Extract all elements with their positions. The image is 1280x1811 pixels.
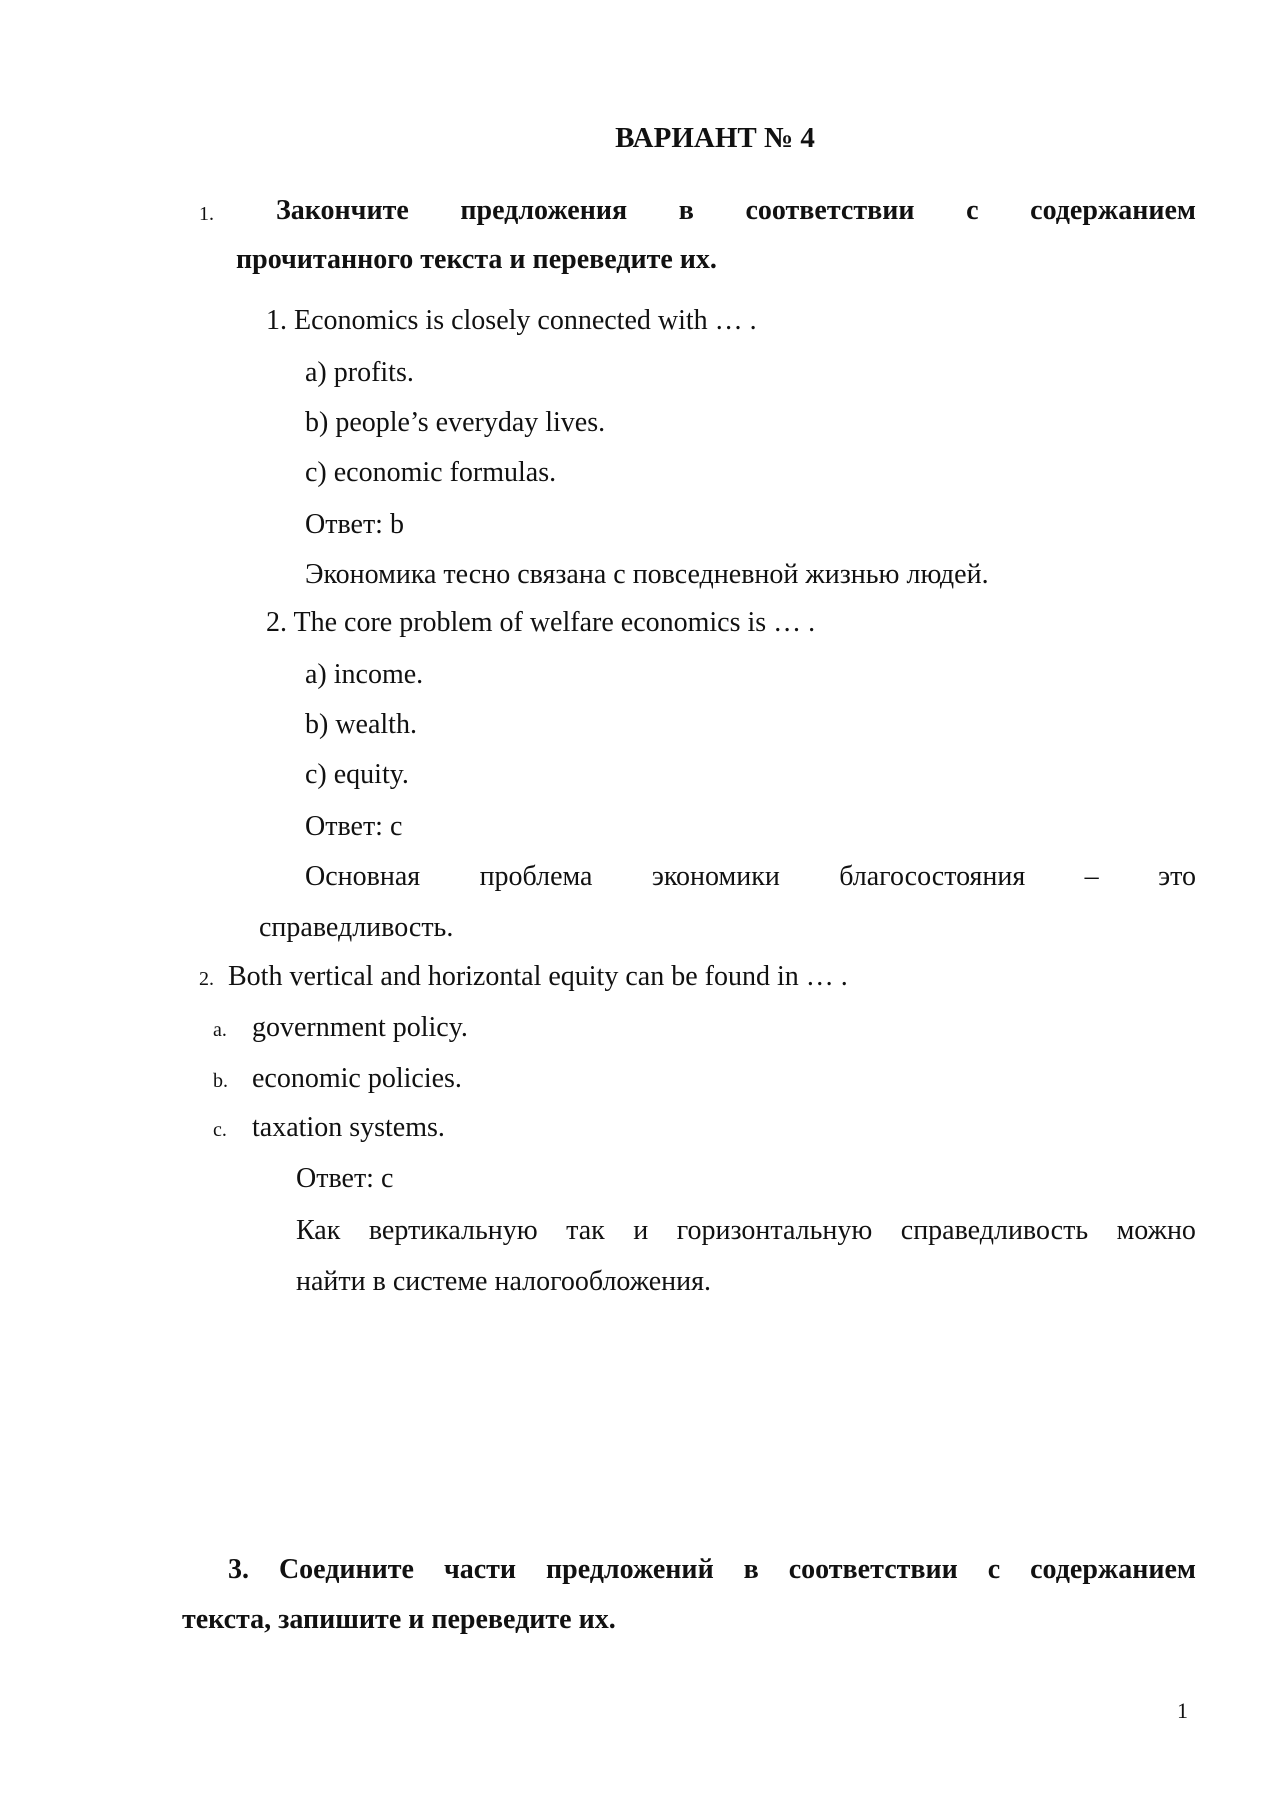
q1-option-b: b) people’s everyday lives.	[305, 407, 606, 438]
task2-option-c-letter: c.	[213, 1119, 227, 1141]
task3-word: предложений	[546, 1554, 714, 1585]
task2-translation-word: и	[633, 1215, 649, 1246]
task2-translation-word: Как	[296, 1215, 341, 1246]
q2-translation-word: экономики	[651, 861, 780, 892]
task1-heading-line2: прочитанного текста и переведите их.	[236, 244, 717, 275]
task2-translation-word: горизонтальную	[676, 1215, 873, 1246]
q2-option-a: a) income.	[305, 659, 424, 690]
task1-word: в	[678, 195, 694, 226]
q1-translation: Экономика тесно связана с повседневной жизнью людей.	[305, 559, 989, 590]
task2-translation-word: вертикальную	[368, 1215, 538, 1246]
task2-translation-line2: найти в системе налогообложения.	[296, 1266, 711, 1297]
task3-word: с	[987, 1554, 1001, 1585]
task2-answer: Ответ: c	[296, 1163, 394, 1194]
q2-answer: Ответ: c	[305, 811, 403, 842]
task1-word: содержанием	[1030, 195, 1196, 226]
task1-word: предложения	[460, 195, 628, 226]
task3-heading-line2: текста, запишите и переведите их.	[182, 1604, 616, 1635]
task2-number: 2.	[199, 968, 214, 990]
task1-heading-line1	[276, 197, 1196, 225]
page-title: ВАРИАНТ № 4	[615, 122, 815, 154]
task1-word: с	[966, 195, 979, 226]
task3-word: в	[743, 1554, 759, 1585]
q1-answer: Ответ: b	[305, 509, 404, 540]
task2-translation-word: так	[566, 1215, 605, 1246]
q1-option-a: a) profits.	[305, 357, 414, 388]
task2-option-a-letter: a.	[213, 1019, 227, 1041]
task2-option-b-letter: b.	[213, 1070, 228, 1092]
task2-translation-word: можно	[1116, 1215, 1196, 1246]
task2-translation-word: справедливость	[900, 1215, 1089, 1246]
task2-option-a: government policy.	[252, 1012, 468, 1043]
q2-option-b: b) wealth.	[305, 709, 417, 740]
q2-translation-line1	[305, 863, 1196, 891]
page-number: 1	[1177, 1698, 1188, 1723]
task3-word: содержанием	[1030, 1554, 1196, 1585]
task3-heading-line1	[228, 1556, 1196, 1584]
task3-word: части	[443, 1554, 517, 1585]
task2-option-b: economic policies.	[252, 1063, 462, 1094]
task2-question: Both vertical and horizontal equity can be found in … .	[228, 961, 848, 992]
task3-word: соответствии	[788, 1554, 958, 1585]
q2-translation-word: Основная	[305, 861, 421, 892]
q2-option-c: c) equity.	[305, 759, 409, 790]
task2-option-c: taxation systems.	[252, 1112, 445, 1143]
q1-option-c: c) economic formulas.	[305, 457, 557, 488]
task1-word: Закончите	[276, 195, 409, 226]
task3-word: 3.	[228, 1554, 249, 1585]
q2-question: 2. The core problem of welfare economics is … .	[266, 607, 816, 638]
task1-number: 1.	[199, 203, 214, 225]
q2-translation-word: проблема	[479, 861, 593, 892]
q2-translation-word: благосостояния	[839, 861, 1026, 892]
task1-word: соответствии	[745, 195, 915, 226]
q2-translation-line2: справедливость.	[259, 912, 454, 943]
q1-question: 1. Economics is closely connected with … .	[266, 305, 757, 336]
q2-translation-word: это	[1158, 861, 1196, 892]
task2-translation-line1	[296, 1217, 1196, 1245]
q2-translation-word: –	[1084, 861, 1099, 892]
task3-word: Соедините	[278, 1554, 414, 1585]
